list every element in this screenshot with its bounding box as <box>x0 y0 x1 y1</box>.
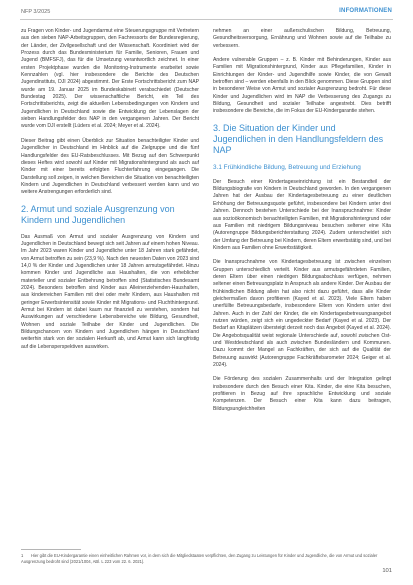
left-column <box>21 28 199 358</box>
paragraph: Andere vulnerable Gruppen – z. B. Kinder mit Behinderungen, Kinder aus Familien mit Migrationshintergrund, Kinder aus Pflegefamilien, Kinder in Einrichtungen der Kinder- und Jugendhilfe sowie Kinder, die von Gewalt betroffen sind – werden ebenfalls in den Blick genommen. Diese Gruppen sind in besonderer Weise von Armut und sozialer Ausgrenzung bedroht. Für diese Kinder und Jugendlichen wird im NAP die Verbesserung des Zugangs zu Bildung, Gesundheit und sozialer Teilhabe angestrebt. Dies betrifft insbesondere die Bereiche, die im Fokus der EU-Kindergarantie stehen. <box>213 57 391 115</box>
paragraph: Die Inanspruchnahme von Kindertagesbetreuung ist zwischen einzelnen Gruppen unterschiedlich verteilt. Kinder aus armutsgefährdeten Familien, deren Eltern über einen niedrigen Bildungsabschluss verfügen, nehmen seltener einen Betreuungsplatz in Anspruch als andere Kinder. Der Ausbau der frühkindlichen Bildung allein hat also nicht dazu geführt, dass alle Kinder gleichermaßen davon profitieren (Kayed et al. 2023). Viele Eltern haben unerfüllte Betreuungsbedarfe, insbesondere Eltern von Kindern unter drei Jahren. Auch in der Zahl der Kinder, die ein Kindertagesbetreuungsangebot nutzen würden, zeigt sich ein ungedeckter Bedarf (Kayed et al. 2023). Der Bedarf an Kitaplätzen übersteigt derzeit noch das Angebot (Kayed et al. 2024). Die Angebotsqualität weist regionale Unterschiede auf, sowohl zwischen Ost- und Westdeutschland als auch zwischen Bundesländern und Kommunen. Dazu kommt der Mangel an Fachkräften, der sich auf die Qualität der Betreuung auswirkt (Autorengruppe Fachkräftebarometer 2024; Geiger et al. 2024). <box>213 259 391 369</box>
footnote <box>21 553 391 564</box>
header-section-label: INFORMATIONEN <box>339 8 392 14</box>
subsection-heading: 3.1 Frühkindliche Bildung, Betreuung und Erziehung <box>213 163 361 171</box>
paragraph: Die Förderung des sozialen Zusammenhalts und der Integration gelingt insbesondere durch den Besuch einer Kita. Kinder, die eine Kita besuchen, profitieren in Bezug auf ihre sprachliche Entwicklung und soziale Kompetenzen. Der Besuch einer Kita kann dazu beitragen, Bildungsungleichheiten <box>213 376 391 412</box>
paragraph: nehmen an einer außerschulischen Bildung, Betreuung, Gesundheitsversorgung, Ernährung und Wohnen sowie auf die Teilhabe zu verbessern. <box>213 28 391 49</box>
right-column <box>213 28 391 420</box>
header-divider <box>20 19 393 20</box>
paragraph: zu Fragen von Kinder- und Jugendarmut eine Steuerungsgruppe mit Vertretern aus den sieben NAP-Arbeitsgruppen, den Fachressorts der Bundesregierung, der Länder, der Zivilgesellschaft und der Wissenschaft. Koordiniert wird der Prozess durch das Bundesministerium für Familie, Senioren, Frauen und Jugend (BMFSFJ), das für die Umsetzung verantwortlich zeichnet. In einer ersten Projektphase wurden die Monitoring-Instrumente erarbeitet sowie Kennzahlen (vgl. hier insbesondere die Berichte des Deutschen Jugendinstituts, DJI 2024) abgestimmt. Der Erste Fortschrittsbericht zum NAP wurde am 19. Januar 2025 im Bundeskabinett verabschiedet (Deutscher Bundestag 2025). Der wissenschaftliche Bericht, ein Teil des Fortschrittsberichts, zeigt die aktuellen Lebensbedingungen von Kindern und Jugendlichen in Deutschland sowie die Entwicklung der Lebenslagen der sieben Handlungsfelder des NAP in den vergangenen Jahren. Der Bericht wurde vom DJI erstellt (Lüders et al. 2024; Meyer et al. 2024). <box>21 28 199 130</box>
footnote-text: Hier gibt die EU-Kindergarantie einen einheitlichen Rahmen vor, in dem sich die Mitgliedstaaten verpflichten, den Zugang zu Leistungen für Kinder und Jugendliche, die von Armut und sozialer Ausgrenzung bedroht sind (2021/1004, ABl. L 223 vom 22. 6. 2021). <box>21 553 378 564</box>
paragraph: Dieser Beitrag gibt einen Überblick zur Situation benachteiligter Kinder und Jugendlicher in Deutschland im Hinblick auf die Zielgruppe und die fünf Handlungsfelder des EU-Ratsbeschlusses. Mit Bezug auf den Schwerpunkt dieses Heftes wird sowohl auf Kinder mit Migrationshintergrund als auch auf Kinder mit einer bereits erfolgten Fluchterfahrung eingegangen. Die Darstellung soll zeigen, in welchen Bereichen die Situation von benachteiligten Kindern und Jugendlichen in Deutschland verbessert werden kann und wo weitere Anstrengungen erforderlich sind. <box>21 137 199 196</box>
footnote-number: 1 <box>21 553 24 558</box>
paragraph: Das Ausmaß von Armut und sozialer Ausgrenzung von Kindern und Jugendlichen in Deutschland bewegt sich seit Jahren auf einem hohen Niveau. Im Jahr 2023 waren Kinder und Jugendliche unter 18 Jahren stark gefährdet, von Armut betroffen zu sein (23,9 %). Nach den neuesten Daten von 2023 sind 14,0 % der Kinder und Jugendlichen unter 18 Jahren armutsgefährdet. Hinzu kommen Kinder und Jugendliche aus Haushalten, die von erheblicher materieller und sozialer Entbehrung betroffen sind (Statistisches Bundesamt 2024). Besonders betroffen sind Kinder aus Alleinerziehenden-Haushalten, aus kinderreichen Familien mit drei oder mehr Kindern, aus Haushalten mit geringer Erwerbsintensität sowie Kinder mit Migrations- und Fluchthintergrund. Armut bei Kindern ist dabei kaum nur finanziell zu verstehen, sondern hat Auswirkungen auf verschiedene Lebensbereiche wie Bildung, Gesundheit, Wohnen und soziale Teilhabe der Kinder und Jugendlichen. Die Bildungschancen von Kindern und Jugendlichen hängen in Deutschland weiterhin stark von der sozialen Herkunft ab, und Armut kann sich langfristig auf die Lebensperspektiven auswirken. <box>21 233 199 350</box>
section-heading: 3. Die Situation der Kinder und Jugendlichen in den Handlungsfeldern des NAP <box>213 122 384 155</box>
footnote-divider <box>21 549 81 550</box>
page-number: 101 <box>382 568 392 574</box>
section-heading: 2. Armut und soziale Ausgrenzung von Kindern und Jugendlichen <box>21 203 175 225</box>
header-issue: NFP 3/2025 <box>21 9 51 15</box>
paragraph: Der Besuch einer Kindertageseinrichtung ist ein Bestandteil der Bildungsbiografie von Kindern in Deutschland geworden. In den vergangenen Jahren hat der Ausbau der Kindertagesbetreuung zu einer deutlichen Erhöhung der Betreuungsquote geführt, insbesondere bei Kindern unter drei Jahren. Dennoch bestehen Unterschiede bei der Inanspruchnahme: Kinder aus sozioökonomisch benachteiligten Familien, mit Migrationshintergrund oder aus Familien mit niedrigem Bildungsniveau besuchen seltener eine Kita (Autorengruppe Bildungsberichterstattung 2024). Zudem unterscheidet sich der Umfang der Betreuung bei Kindern, deren Eltern erwerbstätig sind, und bei Kindern aus Familien ohne Erwerbstätigkeit. <box>213 178 391 251</box>
